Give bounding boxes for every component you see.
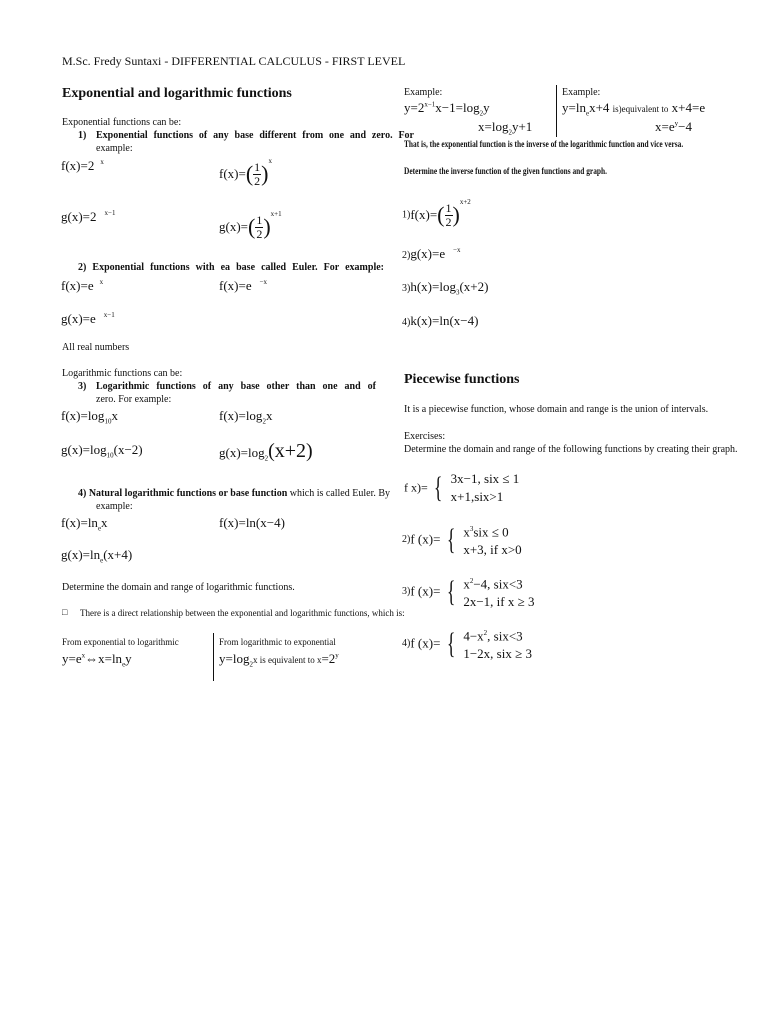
eq-ln1: $f(x)=\ln_ex$ [61, 515, 108, 533]
exercises-desc: Determine the domain and range of the following functions by creating their graph. [404, 444, 738, 455]
piecewise-desc: It is a piecewise function, whose domain and range is the union of intervals. [404, 404, 709, 415]
inverse-4: 4)k(x)=ln(x−4) [402, 313, 479, 328]
eq-log2: $f(x)=\log_2x$ [219, 408, 273, 426]
item3-text: Logarithmic functions of any base other than one and of [96, 381, 376, 392]
inverse-note: That is, the exponential function is the inverse of the logarithmic function and vice versa. [404, 139, 684, 149]
bullet-icon: □ [62, 607, 68, 617]
piecewise-2: 2)f (x)= { $x^3six \le 0$ x+3, if x>0 [402, 522, 522, 558]
section-title-exp-log: Exponential and logarithmic functions [62, 86, 292, 101]
example1-label: Example: [404, 87, 443, 98]
inverse-2: 2)g(x)=e $^{-x}$ [402, 246, 461, 261]
eq-g1: g(x)=2 $^{x-1}$ [61, 209, 116, 224]
eq-log4: $g(x)=\log_2(x+2)$ [219, 440, 313, 463]
all-real-numbers: All real numbers [62, 342, 130, 353]
relation-text: There is a direct relationship between the exponential and logarithmic functions, which is: [80, 608, 405, 618]
example1-eq2: $x=\log_2y+1$ [478, 119, 533, 137]
eq-ln2: f(x)=ln(x−4) [219, 515, 285, 530]
exp-to-log-label: From exponential to logarithmic [62, 637, 179, 647]
example1-eq: $y=2^{x-1}x-1=\log_2y$ [404, 100, 490, 118]
item3-number: 3) [78, 381, 87, 392]
piecewise-3: 3)f (x)= { $x^2-4$, six<3 2x−1, if x ≥ 3 [402, 574, 535, 610]
determine-domain-log: Determine the domain and range of logarithmic functions. [62, 582, 295, 593]
eq-ln3: $g(x)=\ln_e(x+4)$ [61, 547, 133, 565]
eq-e1: f(x)=e $^x$ [61, 278, 104, 293]
section-title-piecewise: Piecewise functions [404, 372, 520, 387]
piecewise-1: f x)= { 3x−1, six ≤ 1 x+1,six>1 [404, 471, 520, 504]
log-to-exp-eq: $y=\log_2x$ is equivalent to $x=2^y$ [219, 651, 339, 669]
exp-to-log-eq: $y=e^x\Leftrightarrow x=\ln_ey$ [62, 651, 132, 669]
item3-text-cont: zero. For example: [96, 394, 172, 405]
item1-text-cont: example: [96, 143, 133, 154]
divider-right [556, 85, 557, 137]
determine-inverse: Determine the inverse function of the given functions and graph. [404, 166, 607, 176]
example2-label: Example: [562, 87, 601, 98]
eq-e3: g(x)=e $^{x-1}$ [61, 311, 115, 326]
item2-text: 2) Exponential functions with ea base called Euler. For example: [78, 262, 384, 273]
inverse-3: $3)h(x)=\log_3(x+2)$ [402, 279, 489, 297]
divider-left [213, 633, 214, 681]
example2-eq2: $x=e^y-4$ [655, 119, 692, 134]
item4-text-cont: example: [96, 501, 133, 512]
eq-g2: g(x)=( $\frac{1}{2})^{x+1}$ [219, 210, 282, 241]
example2-eq: $y=\ln_ex+4$ is)equivalent to x+4=e [562, 100, 706, 118]
eq-log3: $g(x)=\log_{10}(x-2)$ [61, 442, 143, 460]
exp-intro: Exponential functions can be: [62, 117, 182, 128]
eq-f2: f(x)=( $\frac{1}{2})^x$ [219, 157, 272, 188]
log-to-exp-label: From logarithmic to exponential [219, 637, 336, 647]
eq-e2: f(x)=e $^{-x}$ [219, 278, 268, 293]
item4-text: 4) Natural logarithmic functions or base function which is called Euler. By [78, 488, 391, 499]
exercises-label: Exercises: [404, 431, 446, 442]
log-intro: Logarithmic functions can be: [62, 368, 183, 379]
item1-number: 1) [78, 130, 87, 141]
inverse-1: 1)f(x)=( $\frac{1}{2})^{x+2}$ [402, 198, 471, 229]
eq-f1: f(x)=2 $^x$ [61, 158, 104, 173]
document-header: M.Sc. Fredy Suntaxi - DIFFERENTIAL CALCULUS - FIRST LEVEL [62, 54, 406, 68]
piecewise-4: 4)f (x)= { $4-x^2$, six<3 1−2x, six ≥ 3 [402, 626, 532, 662]
item1-text: Exponential functions of any base different from one and zero. For [96, 130, 414, 141]
eq-log1: $f(x)=\log_{10}x$ [61, 408, 118, 426]
